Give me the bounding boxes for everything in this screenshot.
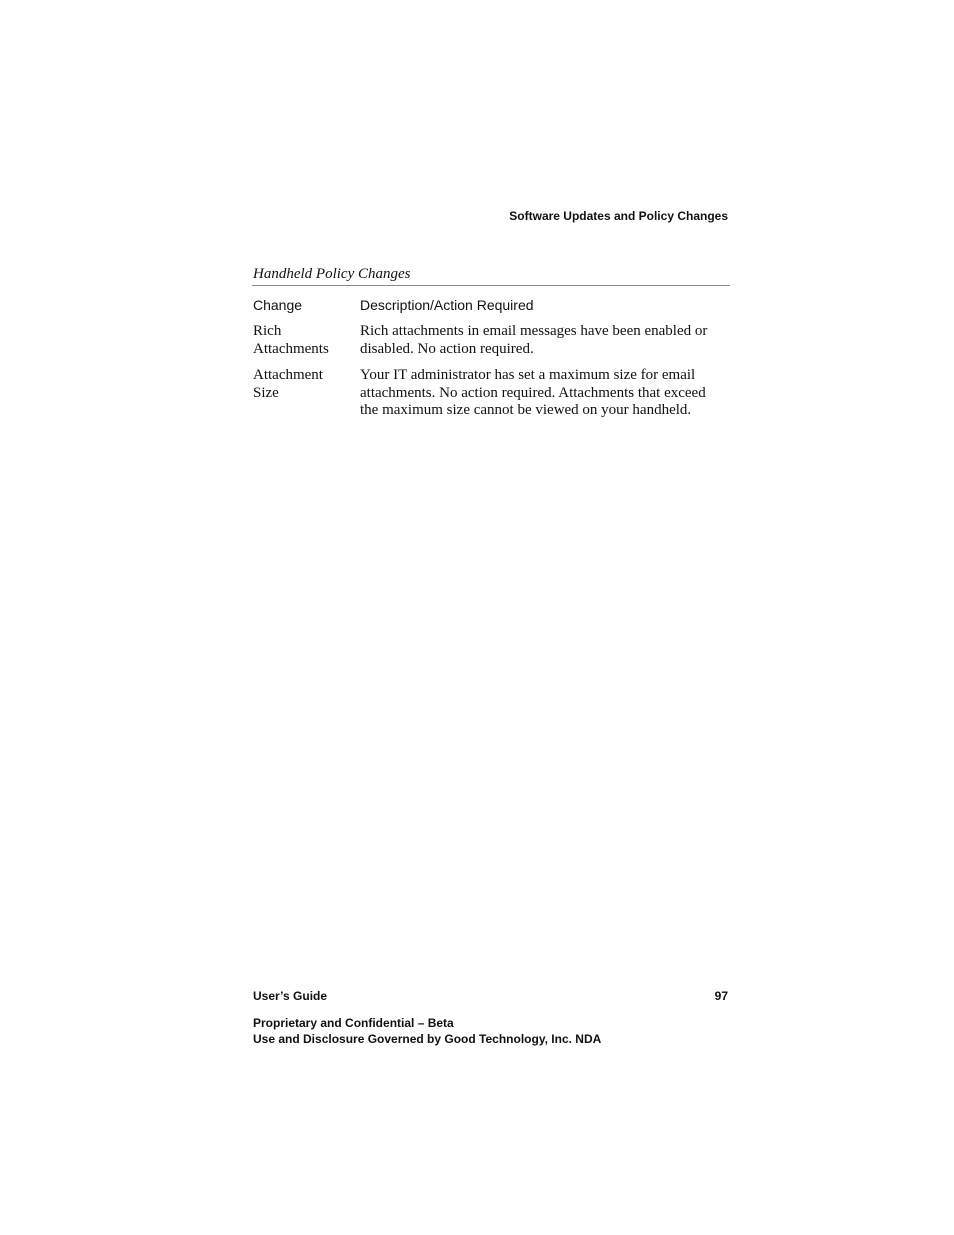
- table-row-description-cell: [360, 367, 706, 420]
- column-header-description: Description/Action Required: [360, 297, 534, 313]
- cell-line: Attachment: [253, 367, 323, 383]
- cell-line: Rich attachments in email messages have been enabled or: [360, 323, 708, 339]
- cell-line: Rich: [253, 323, 282, 339]
- table-title: Handheld Policy Changes: [253, 266, 411, 282]
- table-row-description-cell: [360, 323, 707, 358]
- cell-line: Your IT administrator has set a maximum size for email: [360, 367, 696, 383]
- table-row-change-cell: [253, 323, 329, 358]
- running-header: Software Updates and Policy Changes: [509, 209, 728, 223]
- table-row-change-cell: [253, 367, 323, 402]
- cell-line: Attachments: [253, 340, 329, 357]
- notice-line: Proprietary and Confidential – Beta: [253, 1016, 454, 1030]
- column-header-change: Change: [253, 297, 303, 313]
- confidentiality-notice: [253, 1015, 601, 1047]
- page-number: 97: [714, 989, 728, 1003]
- cell-line: Size: [253, 384, 279, 401]
- table-divider: [252, 285, 730, 286]
- cell-line: disabled. No action required.: [360, 340, 534, 357]
- notice-line: Use and Disclosure Governed by Good Technology, Inc. NDA: [253, 1032, 602, 1046]
- cell-line: attachments. No action required. Attachments that exceed: [360, 384, 706, 401]
- cell-line: the maximum size cannot be viewed on your handheld.: [360, 402, 692, 418]
- footer-guide-title: User’s Guide: [253, 989, 328, 1003]
